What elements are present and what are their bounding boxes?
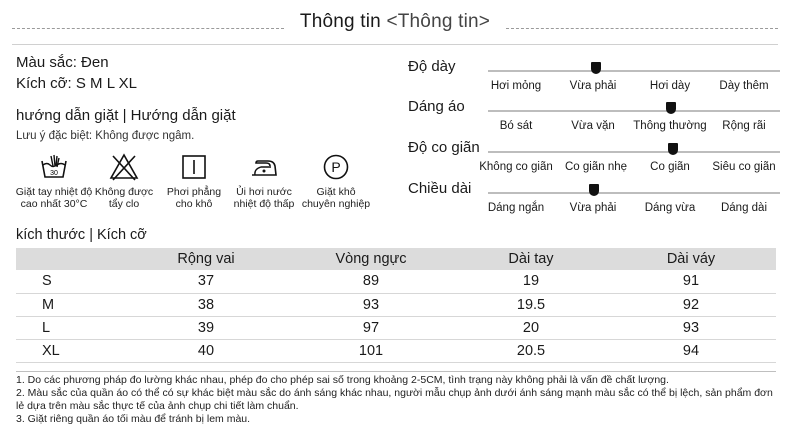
title-main: Thông tin bbox=[299, 11, 381, 32]
scale-marker bbox=[591, 62, 601, 74]
scale-option: Dày thêm bbox=[719, 80, 769, 92]
scale-track bbox=[488, 192, 780, 194]
table-header-row bbox=[16, 248, 776, 270]
washing-heading: hướng dẫn giặt | Hướng dẫn giặt bbox=[16, 107, 236, 124]
svg-text:30: 30 bbox=[50, 170, 58, 177]
scale-track bbox=[488, 70, 780, 72]
scale-track bbox=[488, 110, 780, 112]
table-header-cell: Dài váy bbox=[606, 248, 776, 270]
table-header-cell bbox=[16, 248, 126, 270]
scale-option: Bó sát bbox=[499, 120, 533, 132]
scale-option: Thông thường bbox=[633, 120, 707, 132]
scale-option: Hơi mỏng bbox=[490, 80, 542, 92]
size-chart-heading: kích thước | Kích cỡ bbox=[16, 227, 147, 243]
care-caption-line2: cao nhất 30°C bbox=[20, 198, 88, 210]
scale-option: Hơi dày bbox=[649, 80, 691, 92]
table-cell: 20.5 bbox=[456, 339, 606, 362]
scale-label: Dáng áo bbox=[408, 98, 465, 115]
care-caption-line1: Ủi hơi nước bbox=[236, 186, 292, 198]
scale-option: Vừa phải bbox=[569, 202, 617, 214]
table-cell: 39 bbox=[126, 316, 286, 339]
scale-label: Chiều dài bbox=[408, 180, 472, 197]
no-bleach-icon bbox=[109, 152, 139, 182]
table-cell: 40 bbox=[126, 339, 286, 362]
care-caption-line1: Giặt tay nhiệt độ bbox=[15, 186, 93, 198]
care-caption-line2: nhiệt độ thấp bbox=[233, 198, 295, 210]
table-cell: 38 bbox=[126, 293, 286, 316]
size-table bbox=[16, 248, 776, 363]
table-row bbox=[16, 316, 776, 339]
footnote: 1. Do các phương pháp đo lường khác nhau, phép đo cho phép sai số trong khoảng 2-5CM, tình trạng này không phải là vấn đề chất lượng. bbox=[16, 374, 669, 386]
table-cell: 97 bbox=[286, 316, 456, 339]
table-cell: 101 bbox=[286, 339, 456, 362]
care-caption-line1: Không được bbox=[94, 186, 154, 198]
table-cell: S bbox=[16, 270, 126, 293]
scale-option: Co giãn bbox=[650, 161, 690, 173]
wash-tub-icon bbox=[39, 152, 69, 182]
title-divider-right bbox=[506, 28, 778, 29]
scale-option: Vừa phải bbox=[569, 80, 617, 92]
table-cell: 93 bbox=[286, 293, 456, 316]
table-cell: 19 bbox=[456, 270, 606, 293]
care-caption-line2: cho khô bbox=[175, 198, 213, 210]
table-cell: 94 bbox=[606, 339, 776, 362]
care-instructions bbox=[12, 152, 382, 220]
scale-option: Dáng ngắn bbox=[487, 202, 545, 214]
table-cell: L bbox=[16, 316, 126, 339]
scale-marker bbox=[666, 102, 676, 114]
scale-track bbox=[488, 151, 780, 153]
page-title bbox=[300, 8, 490, 36]
table-cell: M bbox=[16, 293, 126, 316]
care-caption-line1: Giặt khô bbox=[316, 186, 356, 198]
top-divider bbox=[12, 44, 778, 45]
table-cell: 20 bbox=[456, 316, 606, 339]
scale-thickness bbox=[406, 58, 786, 98]
dry-flat-icon bbox=[179, 152, 209, 182]
title-sub: <Thông tin> bbox=[386, 11, 491, 32]
table-header-cell: Vòng ngực bbox=[286, 248, 456, 270]
table-header-cell: Rộng vai bbox=[126, 248, 286, 270]
footnote: 2. Màu sắc của quần áo có thể có sự khác biệt màu sắc do ánh sáng khác nhau, người mẫu chụp ảnh dưới ánh sáng mạnh màu sắc có thể bị lệch, sản phẩm đơn lẻ dựa trên màu sắc thực tế của ảnh chụp chi tiết làm chuẩn. bbox=[16, 387, 773, 412]
table-row bbox=[16, 270, 776, 293]
scale-option: Siêu co giãn bbox=[712, 161, 776, 173]
table-cell: 19.5 bbox=[456, 293, 606, 316]
iron-low-icon bbox=[249, 152, 279, 182]
footnote: 3. Giặt riêng quần áo tối màu để tránh bị lem màu. bbox=[16, 413, 251, 425]
svg-text:P: P bbox=[331, 159, 341, 175]
scale-marker bbox=[668, 143, 678, 155]
care-caption-line2: tẩy clo bbox=[108, 198, 140, 210]
scale-length bbox=[406, 180, 786, 220]
care-caption-line2: chuyên nghiệp bbox=[301, 198, 371, 210]
scale-fit bbox=[406, 98, 786, 138]
scale-option: Rộng rãi bbox=[722, 120, 766, 132]
size-info: Kích cỡ: S M L XL bbox=[16, 75, 137, 92]
title-bar bbox=[0, 8, 790, 38]
footnotes bbox=[16, 371, 776, 426]
table-cell: 91 bbox=[606, 270, 776, 293]
scale-option: Vừa vặn bbox=[571, 120, 615, 132]
scale-label: Độ dày bbox=[408, 58, 456, 75]
scale-option: Không co giãn bbox=[479, 161, 553, 173]
dry-clean-p-icon bbox=[321, 152, 351, 182]
scale-elasticity bbox=[406, 139, 786, 179]
scale-label: Độ co giãn bbox=[408, 139, 480, 156]
table-cell: 37 bbox=[126, 270, 286, 293]
scale-option: Dáng dài bbox=[720, 202, 768, 214]
table-cell: 89 bbox=[286, 270, 456, 293]
washing-note: Lưu ý đặc biệt: Không được ngâm. bbox=[16, 130, 195, 142]
scale-option: Co giãn nhẹ bbox=[564, 161, 628, 173]
table-cell: 93 bbox=[606, 316, 776, 339]
table-row bbox=[16, 339, 776, 362]
table-row bbox=[16, 293, 776, 316]
color-info: Màu sắc: Đen bbox=[16, 54, 109, 71]
scale-marker bbox=[589, 184, 599, 196]
scale-option: Dáng vừa bbox=[644, 202, 696, 214]
care-caption-line1: Phơi phẳng bbox=[166, 186, 222, 198]
care-item-dry-clean bbox=[294, 152, 378, 210]
table-cell: XL bbox=[16, 339, 126, 362]
table-cell: 92 bbox=[606, 293, 776, 316]
table-header-cell: Dài tay bbox=[456, 248, 606, 270]
title-divider-left bbox=[12, 28, 284, 29]
